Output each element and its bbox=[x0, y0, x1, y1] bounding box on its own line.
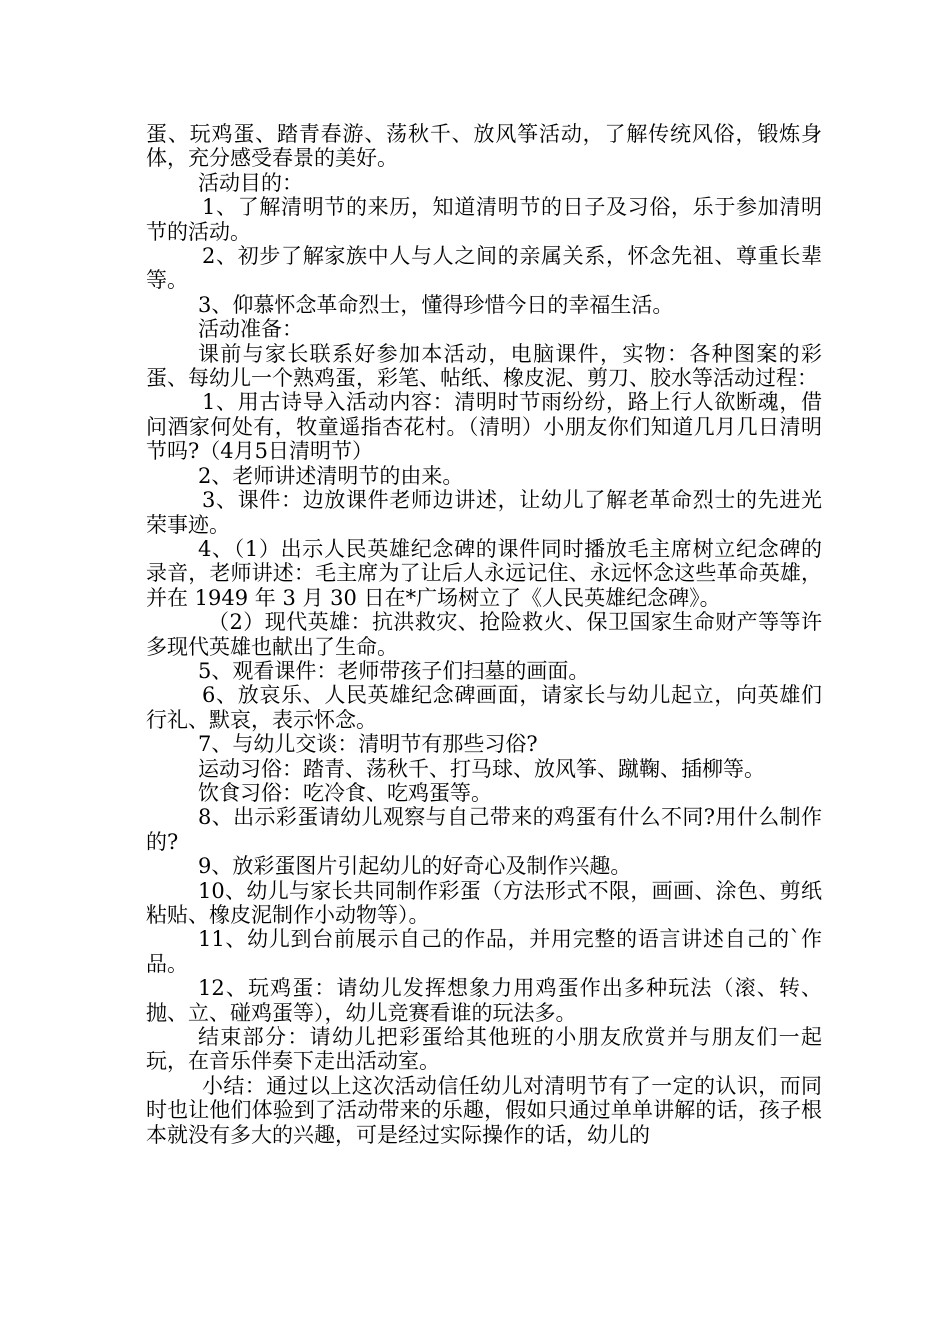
goal-item-2: 2、初步了解家族中人与人之间的亲属关系，怀念先祖、尊重长辈等。 bbox=[146, 244, 822, 293]
sports-customs: 运动习俗：踏青、荡秋千、打马球、放风筝、蹴鞠、插柳等。 bbox=[198, 756, 765, 781]
process-item-1: 1、用古诗导入活动内容：清明时节雨纷纷，路上行人欲断魂，借问酒家何处有，牧童遥指杏花村。（清明）小朋友你们知道几月几日清明节吗?（4月5日清明节） bbox=[146, 390, 822, 464]
goal-item-1: 1、了解清明节的来历，知道清明节的日子及习俗，乐于参加清明节的活动。 bbox=[146, 195, 822, 244]
heading-activity-goals: 活动目的： bbox=[198, 170, 303, 195]
process-item-7: 7、与幼儿交谈：清明节有那些习俗? bbox=[198, 732, 538, 757]
process-item-12: 12、玩鸡蛋：请幼儿发挥想象力用鸡蛋作出多种玩法（滚、转、抛、立、碰鸡蛋等），幼儿竞赛看谁的玩法多。 bbox=[146, 976, 822, 1025]
summary-section: 小结：通过以上这次活动信任幼儿对清明节有了一定的认识，而同时也让他们体验到了活动带来的乐趣，假如只通过单单讲解的话，孩子根本就没有多大的兴趣，可是经过实际操作的话，幼儿的 bbox=[146, 1073, 822, 1147]
process-item-2: 2、老师讲述清明节的由来。 bbox=[198, 463, 464, 488]
closing-section: 结束部分：请幼儿把彩蛋给其他班的小朋友欣赏并与朋友们一起玩，在音乐伴奏下走出活动室。 bbox=[146, 1025, 822, 1074]
process-item-4-part-2: （2）现代英雄：抗洪救灾、抢险救火、保卫国家生命财产等等许多现代英雄也献出了生命。 bbox=[146, 610, 822, 659]
process-item-10: 10、幼儿与家长共同制作彩蛋（方法形式不限，画画、涂色、剪纸粘贴、橡皮泥制作小动物等）。 bbox=[146, 878, 822, 927]
preparation-text: 课前与家长联系好参加本活动，电脑课件，实物：各种图案的彩蛋、每幼儿一个熟鸡蛋，彩笔、帖纸、橡皮泥、剪刀、胶水等活动过程： bbox=[146, 341, 822, 391]
process-item-11: 11、幼儿到台前展示自己的作品，并用完整的语言讲述自己的`作品。 bbox=[146, 927, 822, 976]
process-item-9: 9、放彩蛋图片引起幼儿的好奇心及制作兴趣。 bbox=[198, 854, 632, 879]
process-item-8: 8、出示彩蛋请幼儿观察与自己带来的鸡蛋有什么不同?用什么制作的? bbox=[146, 805, 822, 854]
process-item-6: 6、放哀乐、人民英雄纪念碑画面，请家长与幼儿起立，向英雄们行礼、默哀，表示怀念。 bbox=[146, 683, 822, 732]
process-item-5: 5、观看课件：老师带孩子们扫墓的画面。 bbox=[198, 658, 590, 683]
goal-item-3: 3、仰慕怀念革命烈士，懂得珍惜今日的幸福生活。 bbox=[198, 292, 674, 317]
document-body bbox=[146, 122, 822, 1147]
paragraph-intro-continuation: 蛋、玩鸡蛋、踏青春游、荡秋千、放风筝活动，了解传统风俗，锻炼身体，充分感受春景的美好。 bbox=[146, 122, 822, 171]
heading-activity-preparation: 活动准备： bbox=[198, 317, 303, 342]
process-item-4: 4、（1）出示人民英雄纪念碑的课件同时播放毛主席树立纪念碑的录音，老师讲述：毛主席为了让后人永远记住、永远怀念这些革命英雄，并在 1949 年 3 月 30 日在*广场树立了《人民英雄纪念碑》。 bbox=[146, 536, 822, 610]
food-customs: 饮食习俗：吃冷食、吃鸡蛋等。 bbox=[198, 780, 492, 805]
process-item-3: 3、课件：边放课件老师边讲述，让幼儿了解老革命烈士的先进光荣事迹。 bbox=[146, 488, 822, 537]
